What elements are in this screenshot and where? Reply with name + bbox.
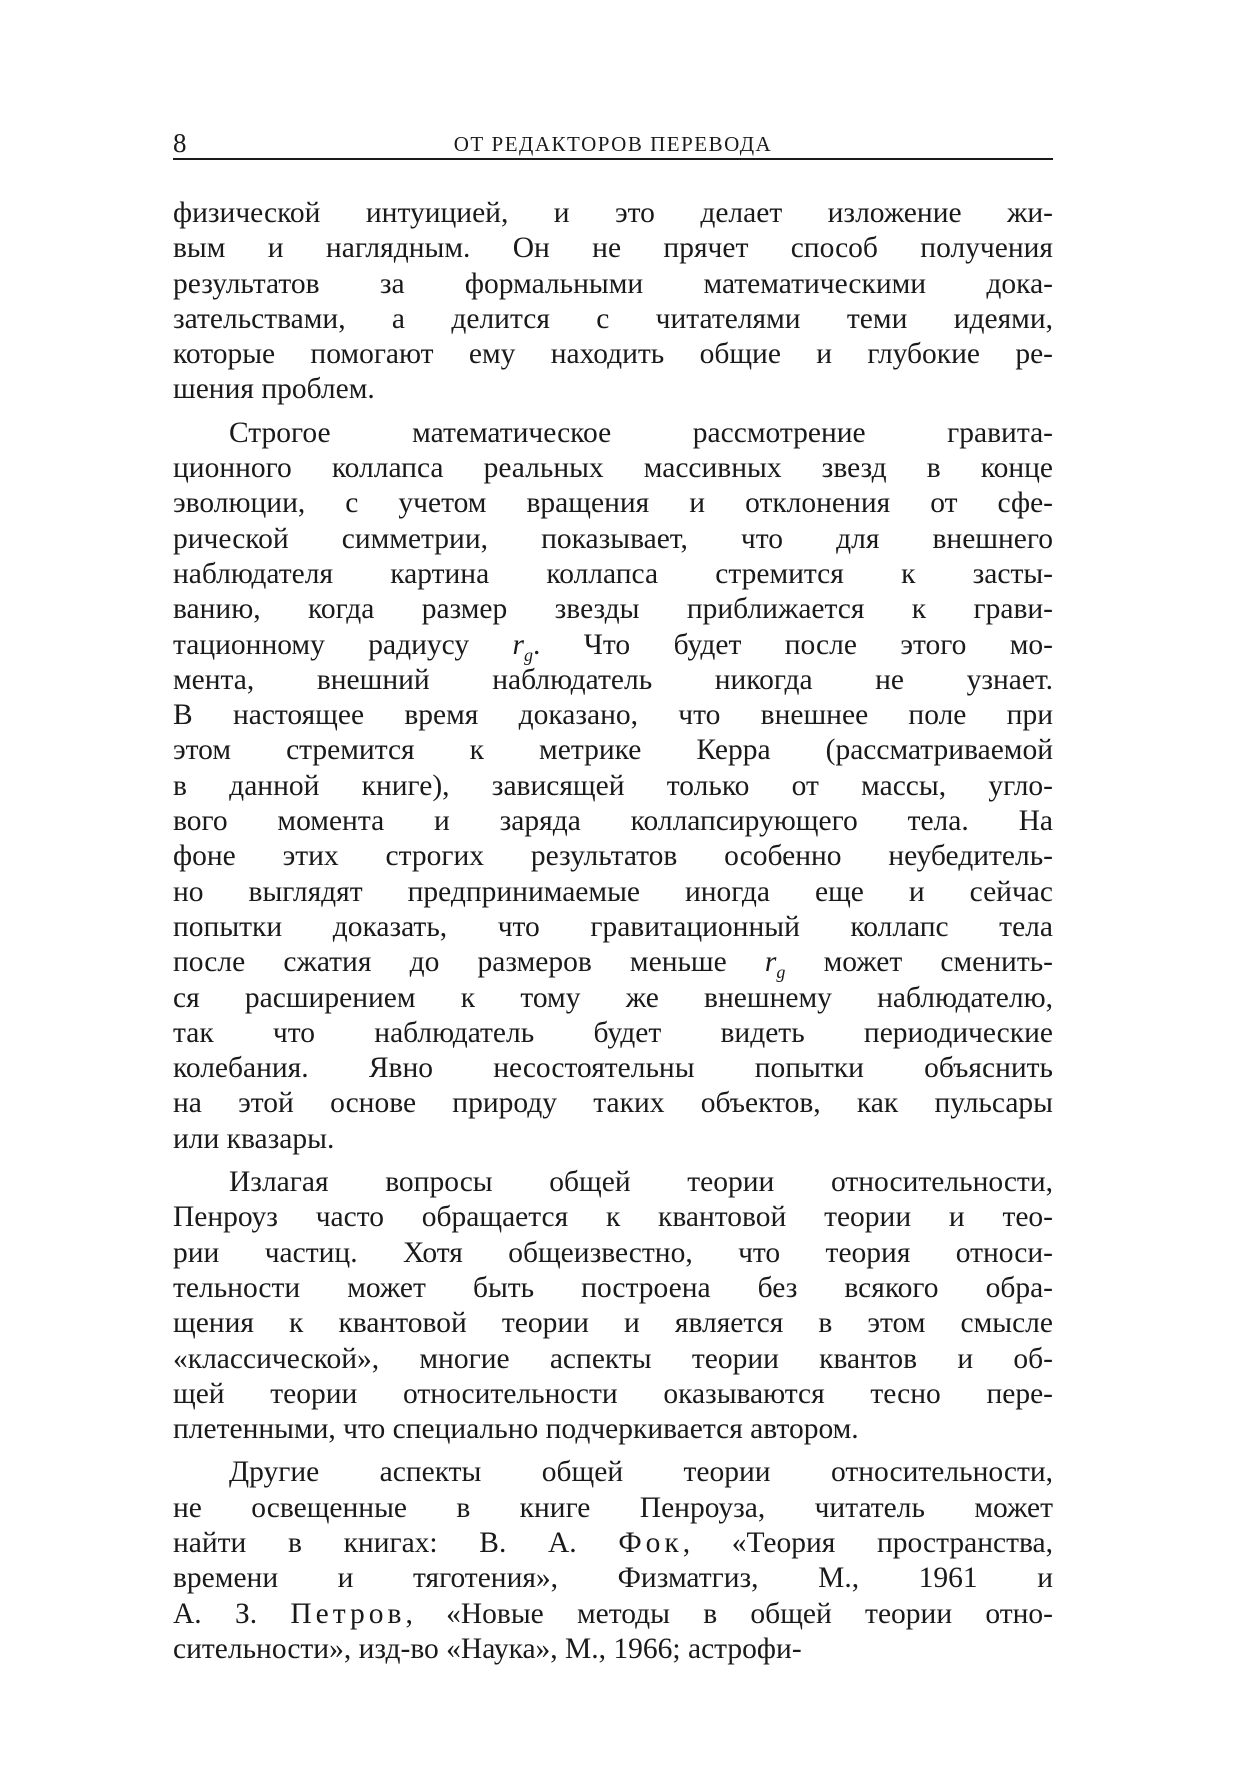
gravitational-radius-symbol: $r_g$: [512, 628, 533, 665]
text-line: колебания. Явно несостоятельны попытки объяснить: [173, 1052, 1053, 1085]
text-line: «классической», многие аспекты теории квантов и об-: [173, 1342, 1053, 1375]
text-line: Пенроуз часто обращается к квантовой теории и тео-: [173, 1201, 1053, 1234]
text-line: щения к квантовой теории и является в этом смысле: [173, 1307, 1053, 1340]
text-line: Строгое математическое рассмотрение гравита-: [229, 416, 1053, 449]
text-line: в данной книге), зависящей только от массы, угло-: [173, 769, 1053, 802]
text-line: после сжатия до размеров меньше $r_g$ может сменить-: [173, 946, 1054, 983]
text-line: вым и наглядным. Он не прячет способ получения: [173, 232, 1053, 265]
text-line: найти в книгах: В. А. Фок, «Теория пространства,: [173, 1526, 1053, 1559]
text-line: тационному радиусу $r_g$. Что будет после этого мо-: [173, 628, 1053, 665]
text-line: ционного коллапса реальных массивных звезд в конце: [173, 452, 1053, 485]
running-title: ОТ РЕДАКТОРОВ ПЕРЕВОДА: [453, 132, 773, 156]
paragraph-gap: [173, 1157, 1053, 1165]
text-line: зательствами, а делится с читателями теми идеями,: [173, 302, 1053, 335]
text-line: физической интуицией, и это делает изложение жи-: [173, 197, 1053, 229]
text-line: щей теории относительности оказываются тесно пере-: [173, 1377, 1053, 1410]
paragraph: [173, 1455, 1053, 1667]
paragraph: [173, 1165, 1053, 1447]
paragraph: [173, 196, 1053, 408]
text-line: эволюции, с учетом вращения и отклонения от сфе-: [173, 487, 1053, 520]
text-line: но выглядят предпринимаемые иногда еще и сейчас: [173, 875, 1053, 908]
text-line: так что наблюдатель будет видеть периодические: [173, 1016, 1053, 1049]
page-number: 8: [173, 128, 187, 158]
gravitational-radius-symbol: $r_g$: [764, 946, 786, 983]
text-line: рической симметрии, показывает, что для внешнего: [173, 522, 1053, 555]
text-line: А. З. Петров, «Новые методы в общей теории отно-: [173, 1597, 1053, 1630]
text-line: на этой основе природу таких объектов, как пульсары: [173, 1087, 1053, 1120]
text-line: сительности», изд-во «Наука», М., 1966; астрофи-: [173, 1632, 802, 1665]
author-name: Фок: [618, 1526, 683, 1559]
text-line: времени и тяготения», Физматгиз, М., 1961 и: [173, 1562, 1053, 1595]
text-line: шения проблем.: [173, 373, 375, 406]
text-line: наблюдателя картина коллапса стремится к засты-: [173, 557, 1053, 590]
body-text: [173, 196, 1053, 1667]
text-line: этом стремится к метрике Керра (рассматриваемой: [173, 734, 1053, 767]
text-line: В настоящее время доказано, что внешнее поле при: [173, 699, 1053, 732]
text-line: фоне этих строгих результатов особенно неубедитель-: [173, 840, 1053, 873]
author-name: Петров: [290, 1597, 406, 1630]
text-line: ся расширением к тому же внешнему наблюдателю,: [173, 981, 1053, 1014]
text-line: которые помогают ему находить общие и глубокие ре-: [173, 338, 1053, 371]
text-line: Другие аспекты общей теории относительности,: [229, 1456, 1053, 1489]
text-line: плетенными, что специально подчеркивается автором.: [173, 1413, 859, 1446]
text-line: результатов за формальными математическими дока-: [173, 267, 1053, 300]
paragraph-gap: [173, 408, 1053, 416]
text-line: ванию, когда размер звезды приближается к грави-: [173, 593, 1053, 626]
text-line: мента, внешний наблюдатель никогда не узнает.: [173, 663, 1053, 696]
text-line: или квазары.: [173, 1122, 335, 1155]
running-header: [173, 128, 1053, 160]
text-line: тельности может быть построена без всякого обра-: [173, 1271, 1053, 1304]
paragraph-gap: [173, 1447, 1053, 1455]
text-line: рии частиц. Хотя общеизвестно, что теория относи-: [173, 1236, 1053, 1269]
text-line: Излагая вопросы общей теории относительности,: [229, 1166, 1053, 1199]
paragraph: [173, 416, 1053, 1157]
text-line: попытки доказать, что гравитационный коллапс тела: [173, 910, 1053, 943]
text-line: не освещенные в книге Пенроуза, читатель может: [173, 1491, 1053, 1524]
text-line: вого момента и заряда коллапсирующего тела. На: [173, 805, 1053, 838]
